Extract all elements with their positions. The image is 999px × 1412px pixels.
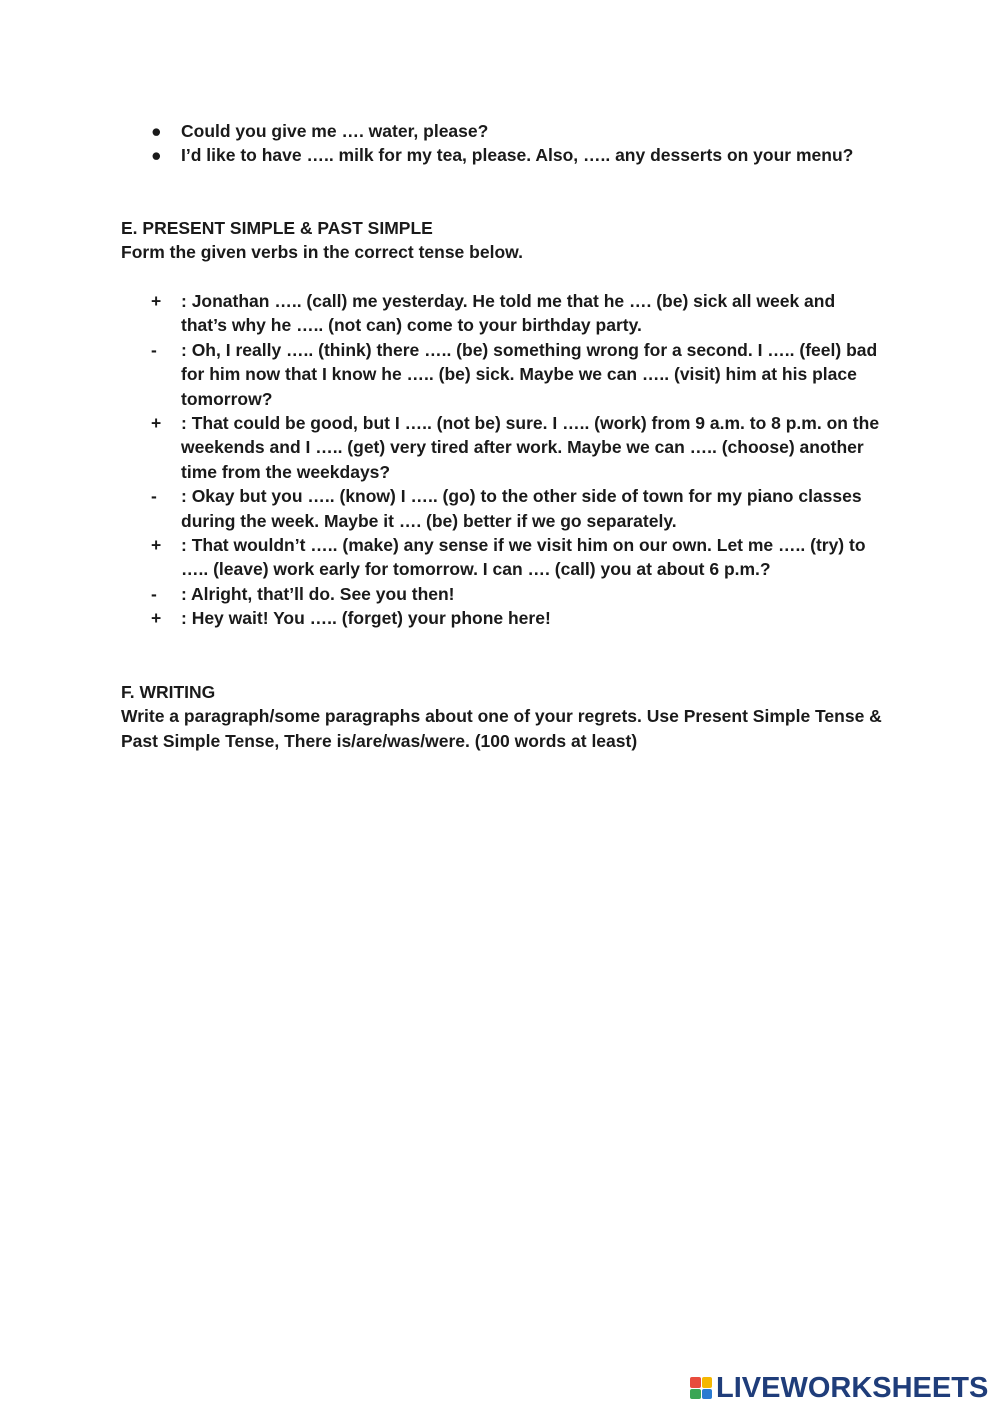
bullet-text: Could you give me …. water, please? [181,121,489,141]
section-f [121,680,891,753]
speaker-marker: + [151,535,162,556]
dialogue-line [121,606,881,630]
bullet-marker: ● [151,145,162,166]
speaker-marker: + [151,413,162,434]
speaker-marker: + [151,291,162,311]
dialogue-line [121,582,881,606]
dialogue-text: : Oh, I really ….. (think) there ….. (be) something wrong for a second. I ….. (feel) bad for him now that I know he ….. (be) sick. Maybe we can ….. (visit) him at his place tomorrow? [181,339,878,409]
dialogue-text: : That wouldn’t ….. (make) any sense if we visit him on our own. Let me ….. (try) to ….. (leave) work early for tomorrow. I can …. (call) you at about 6 p.m.? [181,535,866,580]
logo-square [690,1389,701,1400]
dialogue-list [121,289,891,631]
logo-text: LIVEWORKSHEETS [716,1372,989,1404]
bullet-item [121,119,861,143]
logo-square [690,1377,701,1388]
section-e-title: E. PRESENT SIMPLE & PAST SIMPLE [121,218,433,238]
dialogue-text: : Okay but you ….. (know) I ….. (go) to the other side of town for my piano classes during the week. Maybe it …. (be) better if we go separately. [181,486,862,531]
speaker-marker: - [151,339,157,360]
logo-grid-icon [690,1377,712,1399]
dialogue-text: : That could be good, but I ….. (not be) sure. I ….. (work) from 9 a.m. to 8 p.m. on the weekends and I ….. (get) very tired after work. Maybe we can ….. (choose) another time from the weekdays? [181,413,880,482]
liveworksheets-logo [690,1370,990,1406]
logo-square [702,1389,713,1400]
section-f-instruction: Write a paragraph/some paragraphs about one of your regrets. Use Present Simple Tense & Past Simple Tense, There is/are/was/were. (100 words at least) [121,706,882,751]
section-e [121,216,891,265]
bullet-marker: ● [151,121,162,141]
dialogue-text: : Hey wait! You ….. (forget) your phone here! [181,608,551,629]
speaker-marker: - [151,486,157,507]
dialogue-line [121,533,881,582]
dialogue-text: : Jonathan ….. (call) me yesterday. He told me that he …. (be) sick all week and that’s why he ….. (not can) come to your birthday party. [181,291,836,336]
speaker-marker: - [151,583,157,604]
logo-square [702,1377,713,1388]
dialogue-line [121,484,881,533]
bullet-text: I’d like to have ….. milk for my tea, please. Also, ….. any desserts on your menu? [181,145,854,166]
dialogue-line [121,411,881,484]
section-f-title: F. WRITING [121,682,216,702]
section-e-instruction: Form the given verbs in the correct tense below. [121,242,523,263]
speaker-marker: + [151,608,162,629]
dialogue-text: : Alright, that’ll do. See you then! [181,583,455,604]
question-bullet-list [121,119,861,168]
dialogue-line [121,338,881,411]
bullet-item [121,143,861,167]
dialogue-line [121,289,881,338]
